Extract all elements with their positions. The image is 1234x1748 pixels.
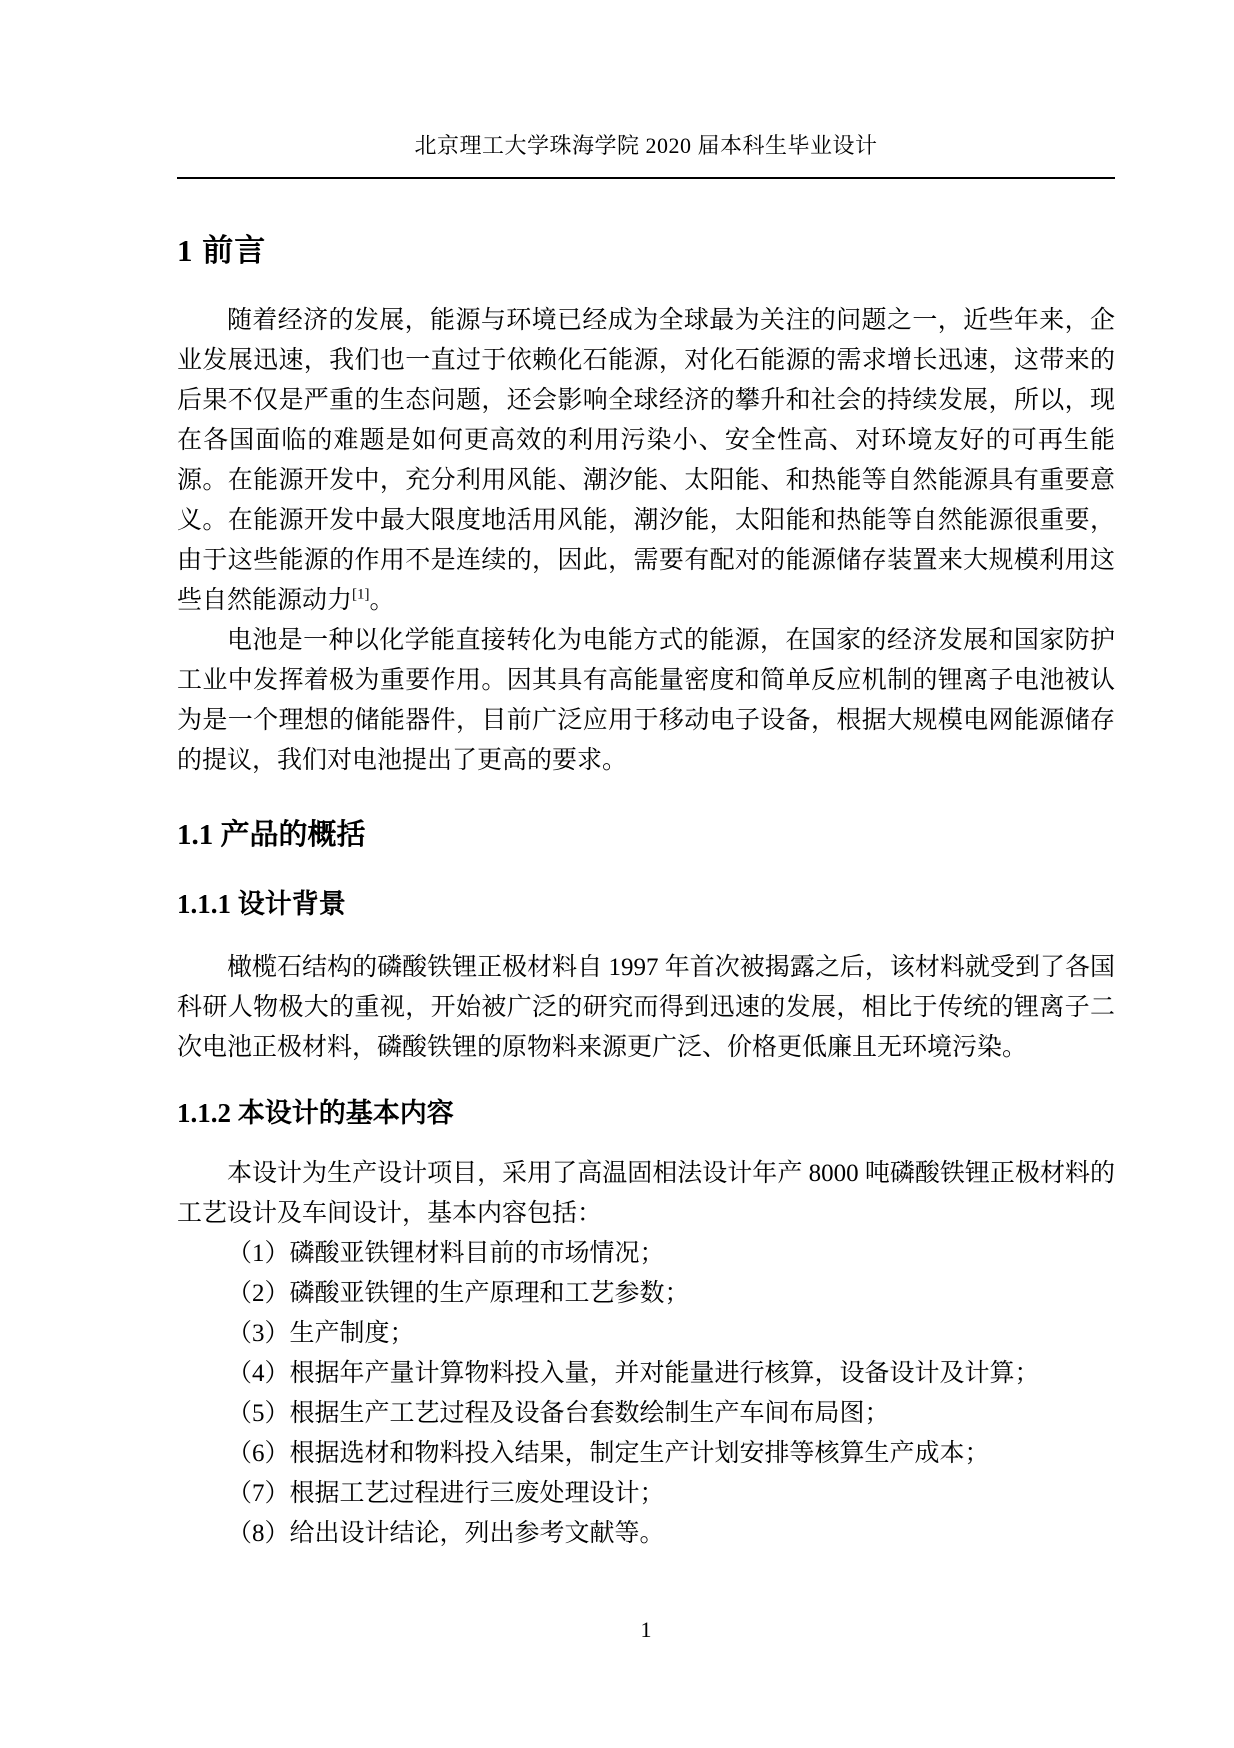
running-header-text: 北京理工大学珠海学院 2020 届本科生毕业设计	[414, 133, 878, 158]
header-rule	[177, 177, 1115, 179]
citation-marker-1: [1]	[352, 586, 370, 603]
list-item-3: （3）生产制度；	[227, 1320, 415, 1347]
paragraph-intro-1-text: 随着经济的发展，能源与环境已经成为全球最为关注的问题之一，近些年来，企业发展迅速，我们也一直过于依赖化石能源，对化石能源的需求增长迅速，这带来的后果不仅是严重的生态问题，还会影响全球经济的攀升和社会的持续发展，所以，现在各国面临的难题是如何更高效的利用污染小、安全性高、对环境友好的可再生能源。在能源开发中，充分利用风能、潮汐能、太阳能、和热能等自然能源具有重要意义。在能源开发中最大限度地活用风能，潮汐能，太阳能和热能等自然能源很重要，由于这些能源的作用不是连续的，因此，需要有配对的能源储存装置来大规模利用这些自然能源动力	[177, 307, 1115, 614]
page-number: 1	[640, 1617, 652, 1642]
paragraph-background: 橄榄石结构的磷酸铁锂正极材料自 1997 年首次被揭露之后，该材料就受到了各国科研人物极大的重视，开始被广泛的研究而得到迅速的发展，相比于传统的锂离子二次电池正极材料，磷酸铁锂的原物料来源更广泛、价格更低廉且无环境污染。	[177, 954, 1115, 1061]
list-item-5: （5）根据生产工艺过程及设备台套数绘制生产车间布局图；	[227, 1400, 890, 1427]
list-item-2: （2）磷酸亚铁锂的生产原理和工艺参数；	[227, 1280, 690, 1307]
design-content-list	[177, 1234, 1115, 1554]
list-item-8: （8）给出设计结论，列出参考文献等。	[227, 1520, 665, 1547]
subsection-title-1-1-1: 1.1.1 设计背景	[177, 889, 346, 919]
paragraph-intro-1	[177, 301, 1115, 621]
paragraph-intro-2: 电池是一种以化学能直接转化为电能方式的能源，在国家的经济发展和国家防护工业中发挥着极为重要作用。因其具有高能量密度和简单反应机制的锂离子电池被认为是一个理想的储能器件，目前广泛应用于移动电子设备，根据大规模电网能源储存的提议，我们对电池提出了更高的要求。	[177, 627, 1115, 774]
content-column	[177, 0, 1115, 1554]
list-item-1: （1）磷酸亚铁锂材料目前的市场情况；	[227, 1240, 665, 1267]
subsection-title-1-1-2: 1.1.2 本设计的基本内容	[177, 1098, 454, 1128]
list-item-6: （6）根据选材和物料投入结果，制定生产计划安排等核算生产成本；	[227, 1440, 990, 1467]
list-item-7: （7）根据工艺过程进行三废处理设计；	[227, 1480, 665, 1507]
chapter-title: 1 前言	[177, 233, 267, 268]
section-title-1-1: 1.1 产品的概括	[177, 819, 366, 851]
paragraph-intro-1-period: 。	[369, 587, 395, 614]
paragraph-design-scope: 本设计为生产设计项目，采用了高温固相法设计年产 8000 吨磷酸铁锂正极材料的工艺设计及车间设计，基本内容包括：	[177, 1160, 1115, 1227]
list-item-4: （4）根据年产量计算物料投入量，并对能量进行核算，设备设计及计算；	[227, 1360, 1040, 1387]
running-header	[177, 130, 1115, 162]
